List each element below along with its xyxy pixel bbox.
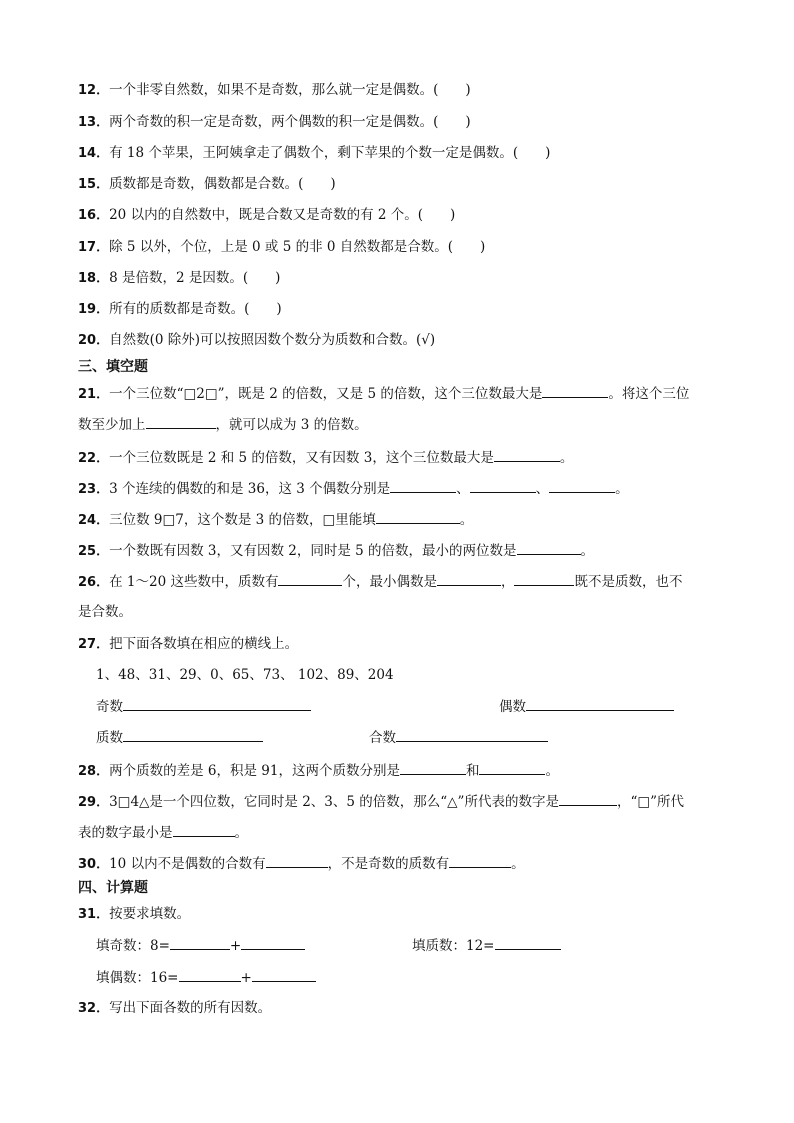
- question-number: 20．: [78, 333, 110, 348]
- answer-blank[interactable]: [146, 414, 216, 429]
- question-text: 10 以内不是偶数的合数有: [109, 856, 266, 872]
- separator: 、: [456, 481, 470, 497]
- question-number: 29．: [78, 795, 110, 810]
- question-number: 30．: [78, 857, 110, 872]
- question-23: [78, 478, 629, 500]
- question-text: 个，最小偶数是: [342, 574, 437, 590]
- question-number: 32．: [78, 1001, 110, 1016]
- question-text: 除 5 以外，个位，上是 0 或 5 的非 0 自然数都是合数。( ): [109, 239, 486, 255]
- question-number: 28．: [78, 764, 110, 779]
- question-text: ，: [500, 574, 515, 590]
- question-26: [78, 571, 682, 593]
- question-17: [78, 237, 485, 258]
- question-19: [78, 299, 282, 320]
- question-text: 质数都是奇数，偶数都是合数。( ): [109, 176, 336, 192]
- odd-row: [96, 696, 311, 717]
- plus-sign: +: [240, 970, 252, 986]
- question-number: 18．: [78, 271, 110, 286]
- question-number: 27．: [78, 637, 110, 652]
- question-14: [78, 143, 550, 164]
- plus-sign: +: [229, 938, 242, 954]
- question-text: 。: [615, 481, 629, 497]
- question-21: [78, 383, 689, 405]
- answer-blank[interactable]: [479, 760, 545, 775]
- question-text: 。将这个三位: [608, 386, 690, 402]
- question-number: 26．: [78, 575, 110, 590]
- answer-blank[interactable]: [470, 478, 536, 493]
- question-text: 。: [511, 856, 525, 872]
- question-12: [78, 80, 471, 101]
- answer-blank[interactable]: [170, 935, 230, 950]
- answer-blank[interactable]: [559, 791, 617, 806]
- question-number: 13．: [78, 115, 110, 130]
- question-13: [78, 112, 471, 133]
- answer-blank[interactable]: [241, 935, 305, 950]
- question-number: 12．: [78, 83, 110, 98]
- question-18: [78, 268, 280, 289]
- even-fill-row: [96, 967, 316, 988]
- question-text: 既不是质数，也不: [574, 574, 683, 590]
- answer-blank[interactable]: [396, 727, 548, 742]
- question-text: 。: [545, 763, 559, 779]
- question-text: 20 以内的自然数中，既是合数又是奇数的有 2 个。( ): [109, 207, 456, 223]
- question-text: 把下面各数填在相应的横线上。: [109, 636, 299, 652]
- question-26-cont: [78, 602, 132, 622]
- prime-fill-row: [412, 935, 561, 956]
- question-text: 三位数 9□7，这个数是 3 的倍数，□里能填: [109, 512, 376, 528]
- answer-blank[interactable]: [266, 853, 328, 868]
- answer-blank[interactable]: [517, 540, 581, 555]
- answer-blank[interactable]: [526, 696, 674, 711]
- answer-blank[interactable]: [549, 478, 615, 493]
- question-text: 一个数既有因数 3，又有因数 2，同时是 5 的倍数，最小的两位数是: [109, 543, 517, 559]
- question-text: 写出下面各数的所有因数。: [109, 1000, 272, 1016]
- answer-blank[interactable]: [494, 447, 560, 462]
- question-16: [78, 205, 455, 226]
- question-22: [78, 447, 573, 469]
- answer-blank[interactable]: [437, 571, 501, 586]
- question-number: 24．: [78, 513, 110, 528]
- question-text: 一个非零自然数，如果不是奇数，那么就一定是偶数。( ): [109, 82, 471, 98]
- question-text: 一个三位数“□2□”，既是 2 的倍数，又是 5 的倍数，这个三位数最大是: [109, 386, 543, 402]
- answer-blank[interactable]: [123, 727, 263, 742]
- odd-fill-row: [96, 935, 305, 956]
- question-number: 23．: [78, 482, 110, 497]
- question-24: [78, 509, 473, 531]
- question-text: 和: [465, 763, 480, 779]
- question-text: 3□4△是一个四位数，它同时是 2、3、5 的倍数，那么“△”所代表的数字是: [109, 794, 559, 810]
- question-32: [78, 998, 271, 1019]
- answer-blank[interactable]: [495, 935, 561, 950]
- category-label: 偶数: [499, 699, 526, 715]
- question-text: 两个质数的差是 6，积是 91，这两个质数分别是: [109, 763, 400, 779]
- answer-blank[interactable]: [252, 967, 316, 982]
- question-28: [78, 760, 559, 782]
- question-text: 。: [459, 512, 474, 528]
- answer-blank[interactable]: [390, 478, 456, 493]
- question-number: 25．: [78, 544, 110, 559]
- answer-blank[interactable]: [173, 822, 235, 837]
- question-text: 两个奇数的积一定是奇数，两个偶数的积一定是偶数。( ): [109, 114, 471, 130]
- question-number: 14．: [78, 146, 110, 161]
- question-20: [78, 330, 435, 351]
- question-text: ，不是奇数的质数有: [327, 856, 450, 872]
- question-text: 。: [580, 543, 595, 559]
- answer-blank[interactable]: [278, 571, 342, 586]
- question-31: [78, 904, 190, 925]
- fill-label: 填质数：12=: [412, 938, 495, 954]
- category-label: 奇数: [96, 699, 123, 715]
- answer-blank[interactable]: [542, 383, 608, 398]
- question-text: 。: [234, 825, 248, 841]
- answer-blank[interactable]: [123, 696, 311, 711]
- question-text: 所有的质数都是奇数。( ): [109, 301, 282, 317]
- question-number: 22．: [78, 451, 110, 466]
- question-text: 。: [559, 450, 574, 466]
- question-27: [78, 634, 298, 655]
- question-text: 3 个连续的偶数的和是 36，这 3 个偶数分别是: [109, 481, 391, 497]
- question-29: [78, 791, 684, 813]
- question-29-cont: [78, 822, 248, 843]
- question-text: 在 1～20 这些数中，质数有: [109, 574, 279, 590]
- question-number: 31．: [78, 907, 110, 922]
- question-number: 17．: [78, 240, 110, 255]
- question-25: [78, 540, 594, 562]
- section-heading-fill-in: 三、填空题: [78, 359, 148, 375]
- question-text: 是合数。: [78, 604, 132, 620]
- number-list: 1、48、31、29、0、65、73、 102、89、204: [96, 667, 394, 683]
- separator: 、: [535, 481, 550, 497]
- answer-blank[interactable]: [179, 967, 241, 982]
- question-text: 8 是倍数，2 是因数。( ): [109, 270, 281, 286]
- question-30: [78, 853, 525, 875]
- question-text: 一个三位数既是 2 和 5 的倍数，又有因数 3，这个三位数最大是: [109, 450, 494, 466]
- answer-blank[interactable]: [514, 571, 574, 586]
- question-text: 自然数(0 除外)可以按照因数个数分为质数和合数。(√): [109, 332, 436, 348]
- question-text: 有 18 个苹果，王阿姨拿走了偶数个，剩下苹果的个数一定是偶数。( ): [109, 145, 551, 161]
- question-text: 数至少加上: [78, 417, 146, 433]
- question-number: 19．: [78, 302, 110, 317]
- section-heading-calculation: 四、计算题: [78, 880, 148, 896]
- fill-label: 填偶数：16=: [96, 970, 179, 986]
- question-number: 15．: [78, 177, 110, 192]
- answer-blank[interactable]: [400, 760, 466, 775]
- answer-blank[interactable]: [449, 853, 511, 868]
- prime-row: [96, 727, 263, 748]
- category-label: 合数: [369, 730, 396, 746]
- even-row: [499, 696, 674, 717]
- answer-blank[interactable]: [376, 509, 460, 524]
- question-text: 按要求填数。: [109, 906, 191, 922]
- question-text: ，“□”所代: [616, 794, 685, 810]
- question-number: 21．: [78, 387, 110, 402]
- fill-label: 填奇数：8=: [96, 938, 170, 954]
- question-text: 表的数字最小是: [78, 825, 173, 841]
- question-15: [78, 174, 336, 195]
- composite-row: [369, 727, 548, 748]
- question-number: 16．: [78, 208, 110, 223]
- question-21-cont: [78, 414, 368, 435]
- category-label: 质数: [96, 730, 123, 746]
- question-text: ，就可以成为 3 的倍数。: [215, 417, 368, 433]
